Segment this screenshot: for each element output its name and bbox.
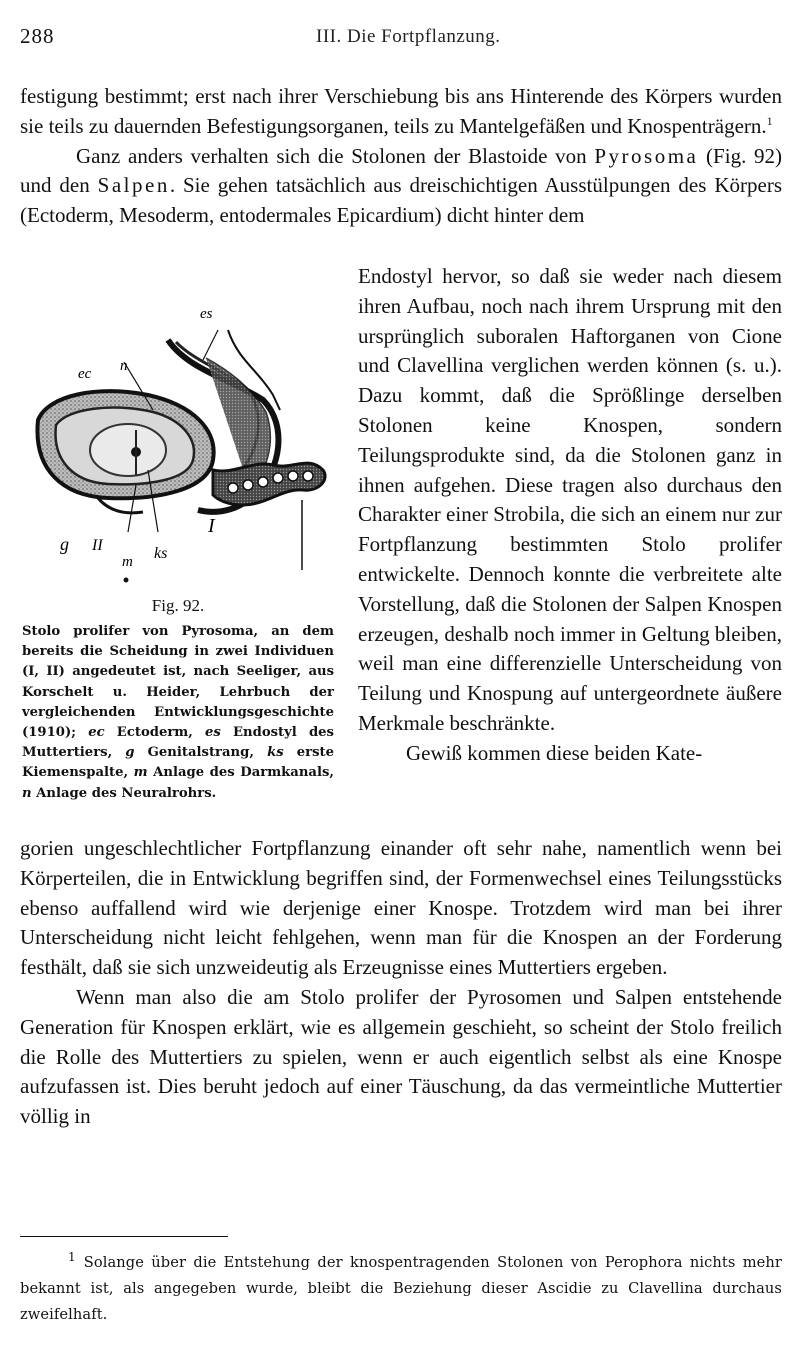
caption-abbr-m: m (133, 765, 148, 781)
stolo-prolifer-illustration (18, 300, 338, 590)
caption-abbr-ks: ks (267, 745, 284, 761)
label-es: es (200, 306, 213, 322)
paragraph-2-start (20, 142, 782, 231)
footnote-text: Solange über die Entstehung der knospentragenden Stolonen von Perophora nichts mehr bekannt ist, als angegeben wurde, bleibt die Beziehung dieser Ascidie zu Clavellina durchaus zweifelhaft. (20, 1253, 782, 1323)
label-ec: ec (78, 366, 92, 382)
label-m: m (122, 554, 133, 570)
caption-text-g: Anlage des Neuralrohrs. (31, 785, 217, 801)
caption-abbr-es: es (204, 725, 221, 741)
caption-abbr-ec: ec (88, 725, 105, 741)
paragraph-2-text-c: . Sie gehen tatsächlich aus dreischichtigen Ausstülpungen des Körpers (Ectoderm, Mesoderm, entodermales Epicardium) dicht hinter dem (20, 173, 782, 228)
label-g: g (60, 534, 69, 554)
caption-text: Stolo prolifer von Pyrosoma, an dem bereits die Scheidung in zwei Individuen (I, II) angedeutet ist, nach Seeliger, aus Korschelt u. Heider, Lehrbuch der vergleichenden Entwicklungsgeschichte (1910); (22, 624, 334, 741)
caption-abbr-n: n (22, 785, 32, 801)
footnote (20, 1244, 782, 1328)
paragraph-3-continued: gorien ungeschlechtlicher Fortpflanzung einander oft sehr nahe, namentlich wenn bei Körperteilen, die in Entwicklung begriffen sind, der Formenwechsel eines Teilungsstücks ebenso auffallend wird wie derjenige einer Knospe. Trotzdem wird man bei ihrer Unterscheidung nicht leicht fehlgehen, wenn man für die Knospen an der Forderung festhält, daß sie sich unzweideutig als Erzeugnisse eines Muttertiers ergeben. (20, 836, 782, 980)
footnote-divider (20, 1236, 228, 1238)
paragraph-2-text-a: Ganz anders verhalten sich die Stolonen der Blastoide von (76, 143, 595, 168)
caption-text-b: Ectoderm, (104, 725, 205, 741)
label-I: I (208, 515, 215, 537)
figure-label: Fig. 92. (151, 596, 205, 615)
footnote-ref: 1 (766, 113, 773, 128)
caption-abbr-g: g (125, 745, 135, 761)
label-n: n (120, 358, 128, 374)
paragraph-2-continued: Endostyl hervor, so daß sie weder nach diesem ihren Aufbau, noch nach ihrem Ursprung mit den ursprünglich suboralen Haftorganen von Cione und Clavellina verglichen werden können (s. u.). Dazu kommt, daß die Sprößlinge derselben Stolonen keine Knospen, sondern Teilungsprodukte sind, da die Stolonen ganz in ihnen aufgehen. Diese tragen also durchaus den Charakter einer Strobila, die sich an einem nur zur Fortpflanzung bestimmten Stolo prolifer entwickelte. Dennoch konnte die verbreitete alte Vorstellung, daß die Stolonen der Salpen Knospen erzeugen, deshalb noch immer in Geltung bleiben, weil man eine differenzielle Unterscheidung von Teilung und Knospung auf untergeordnete äußere Merkmale beschränkte. (358, 264, 782, 735)
page-number: 288 (20, 24, 55, 48)
caption-text-f: Anlage des Darmkanals, (147, 765, 334, 781)
figure-caption (22, 622, 334, 804)
caption-text-e: erste Kiemenspalte, (22, 745, 334, 781)
label-II: II (92, 537, 103, 554)
paragraph-1-text: festigung bestimmt; erst nach ihrer Verschiebung bis ans Hinterende des Körpers wurden sie teils zu dauernden Befestigungsorganen, teils zu Mantelgefäßen und Knospenträgern. (20, 84, 782, 138)
paragraph-2-text-b: (Fig. 92) und den (20, 143, 783, 198)
paragraph-4: Wenn man also die am Stolo prolifer der Pyrosomen und Salpen entstehende Generation für Knospen erklärt, wie es allgemein geschieht, so scheint der Stolo freilich die Rolle des Muttertiers zu spielen, wenn er auch eigentlich selbst als eine Knospe aufzufassen ist. Dies beruht jedoch auf einer Täuschung, da das vermeintliche Muttertier völlig in (20, 984, 782, 1129)
footnote-number: 1 (68, 1250, 76, 1264)
right-column-text (358, 262, 782, 769)
label-ks: ks (154, 545, 168, 562)
top-text-block (20, 82, 782, 231)
caption-text-c: Endostyl des Muttertiers, (22, 725, 334, 761)
page-header (20, 24, 780, 54)
pyrosoma-term: Pyrosoma (594, 143, 699, 168)
running-head: III. Die Fortpflanzung. (316, 26, 501, 47)
salpen-term: Salpen (97, 173, 170, 198)
bottom-text-block (20, 834, 782, 1132)
paragraph-1 (20, 82, 782, 142)
paragraph-3-start: Gewiß kommen diese beiden Kate- (406, 740, 703, 765)
caption-text-d: Genitalstrang, (134, 745, 268, 761)
